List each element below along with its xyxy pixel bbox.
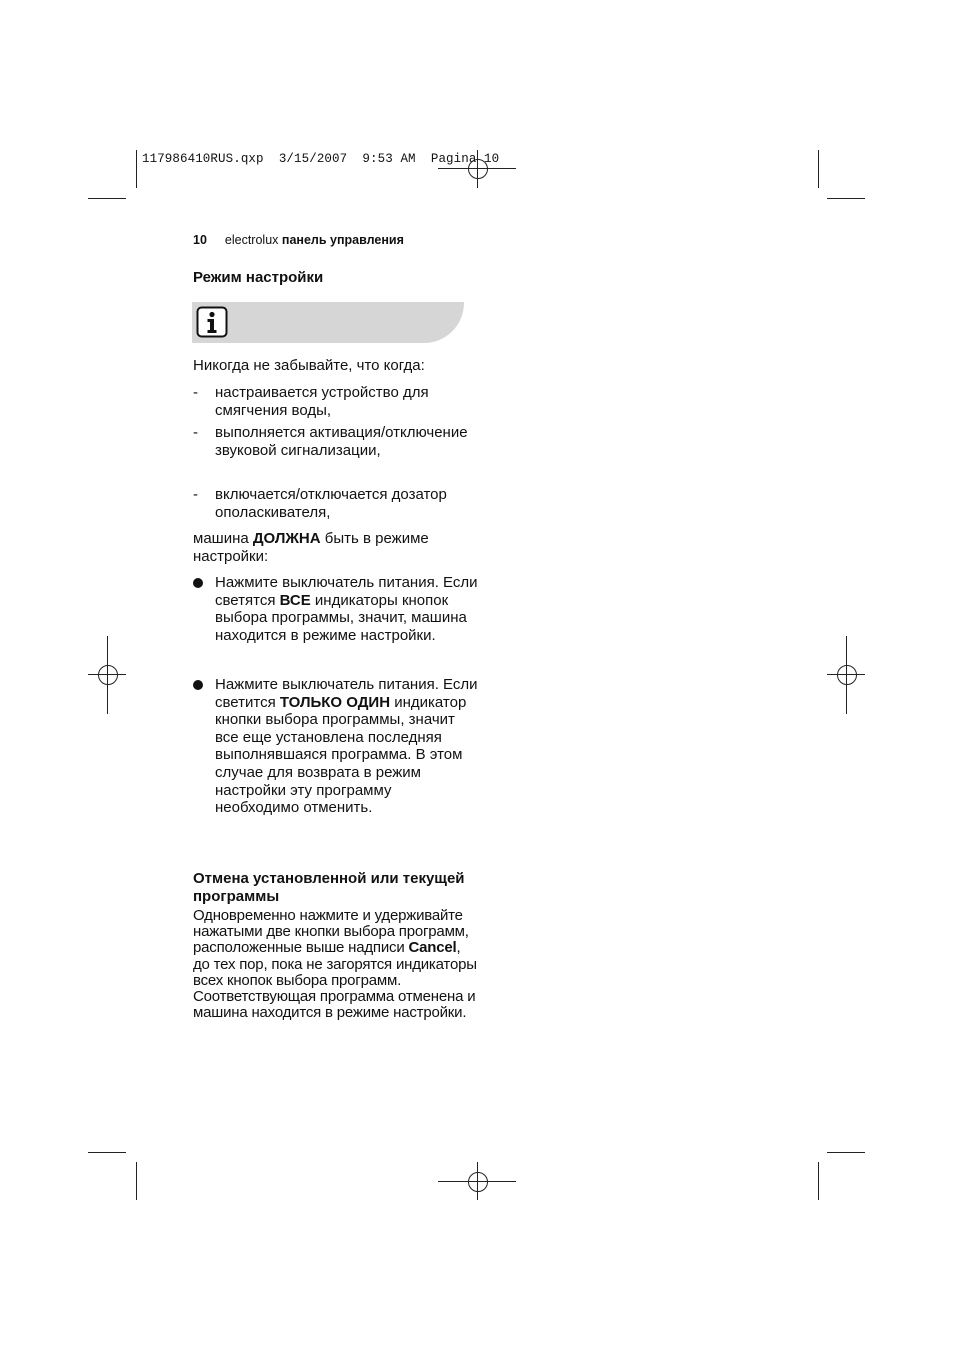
cancel-heading: Отмена установленной или текущей программы	[193, 870, 465, 905]
crop-mark	[136, 1162, 137, 1200]
registration-circle	[98, 665, 118, 685]
crop-mark	[88, 1152, 126, 1153]
cancel-paragraph: Одновременно нажмите и удерживайте нажатыми две кнопки выбора программ, расположенные выше надписи Cancel, до тех пор, пока не загорятся индикаторы всех кнопок выбора программ. Соответствующая программа отменена и машина находится в режиме настройки.	[193, 907, 477, 1022]
crop-mark	[136, 150, 137, 188]
print-slug: 117986410RUS.qxp 3/15/2007 9:53 AM Pagina 10	[142, 152, 500, 166]
bullet-item: Нажмите выключатель питания. Если светятся ВСЕ индикаторы кнопок выбора программы, значит, машина находится в режиме настройки.	[193, 574, 478, 644]
crop-mark	[818, 1162, 819, 1200]
must-paragraph: машина ДОЛЖНА быть в режиме настройки:	[193, 530, 429, 565]
info-icon	[196, 306, 228, 338]
page-number: 10	[193, 233, 207, 247]
intro-paragraph: Никогда не забывайте, что когда:	[193, 357, 425, 374]
dash-list-item: - настраивается устройство для смягчения воды,	[193, 384, 429, 419]
running-header	[193, 233, 404, 247]
crop-mark	[88, 198, 126, 199]
crop-mark	[818, 150, 819, 188]
info-banner	[192, 302, 464, 343]
bullet-icon	[193, 680, 203, 690]
registration-circle	[837, 665, 857, 685]
bullet-icon	[193, 578, 203, 588]
bullet-item: Нажмите выключатель питания. Если светится ТОЛЬКО ОДИН индикатор кнопки выбора программы, значит все еще установлена последняя выполнявшаяся программа. В этом случае для возврата в режим настройки эту программу необходимо отменить.	[193, 676, 478, 817]
registration-circle	[468, 1172, 488, 1192]
dash-list-item: - выполняется активация/отключение звуковой сигнализации,	[193, 424, 468, 459]
crop-mark	[827, 198, 865, 199]
dash-list-item: - включается/отключается дозатор ополаскивателя,	[193, 486, 447, 521]
crop-mark	[827, 1152, 865, 1153]
page-heading: Режим настройки	[193, 269, 324, 286]
brand-name: electrolux	[224, 233, 279, 247]
section-title: панель управления	[281, 233, 404, 247]
